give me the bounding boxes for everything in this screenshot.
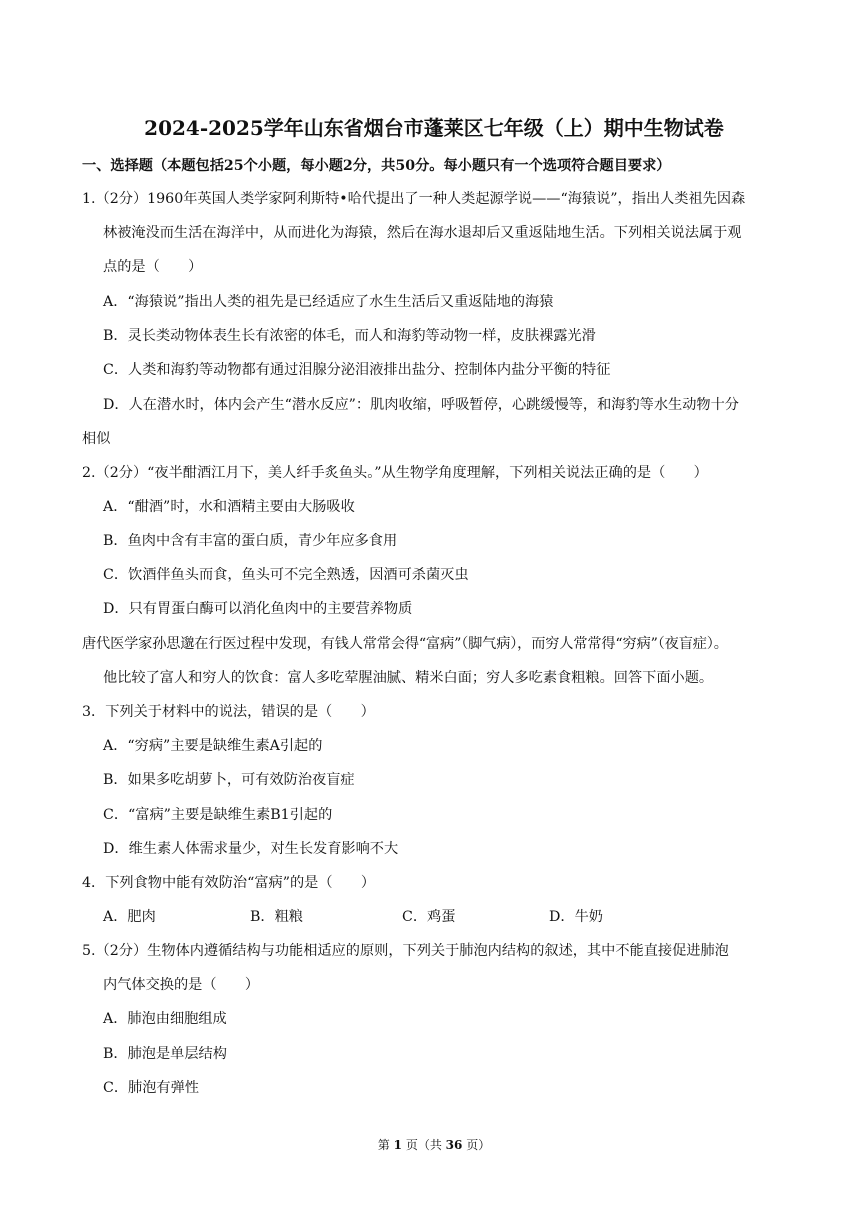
section-heading: 一、选择题（本题包括25个小题，每小题2分，共50分。每小题只有一个选项符合题目要求）	[82, 158, 671, 174]
q5-option-b: B．肺泡是单层结构	[103, 1046, 227, 1062]
q5-option-c: C．肺泡有弹性	[103, 1080, 199, 1096]
footer-total-pages: 36	[445, 1138, 463, 1152]
footer-middle: 页（共	[405, 1138, 442, 1152]
q5-option-a: A．肺泡由细胞组成	[103, 1011, 227, 1027]
q1-option-b: B．灵长类动物体表生长有浓密的体毛，而人和海豹等动物一样，皮肤裸露光滑	[103, 328, 596, 344]
q3-option-b: B．如果多吃胡萝卜，可有效防治夜盲症	[103, 772, 355, 788]
q1-option-d-line2: 相似	[82, 431, 111, 447]
q4-option-b: B．粗粮	[250, 909, 303, 925]
q1-option-c: C．人类和海豹等动物都有通过泪腺分泌泪液排出盐分、控制体内盐分平衡的特征	[103, 362, 611, 378]
q3-stem: 3．下列关于材料中的说法，错误的是（ ）	[82, 704, 375, 720]
q5-stem-line1: 5.（2分）生物体内遵循结构与功能相适应的原则，下列关于肺泡内结构的叙述，其中不能直接促进肺泡	[82, 943, 729, 959]
footer-prefix: 第	[377, 1138, 390, 1152]
q1-stem-line3: 点的是（ ）	[103, 259, 203, 275]
material-line1: 唐代医学家孙思邈在行医过程中发现，有钱人常常会得“富病”（脚气病），而穷人常常得“穷病”（夜盲症）。	[82, 636, 728, 652]
q3-option-a: A．“穷病”主要是缺维生素A引起的	[103, 738, 323, 754]
q1-option-d-line1: D．人在潜水时，体内会产生“潜水反应”：肌肉收缩，呼吸暂停，心跳缓慢等，和海豹等水生动物十分	[103, 397, 739, 413]
q2-option-b: B．鱼肉中含有丰富的蛋白质，青少年应多食用	[103, 533, 398, 549]
q1-stem-line2: 林被淹没而生活在海洋中，从而进化为海猿，然后在海水退却后又重返陆地生活。下列相关说法属于观	[103, 225, 742, 241]
q4-option-a: A．肥肉	[103, 909, 156, 925]
q2-option-c: C．饮酒伴鱼头而食，鱼头可不完全熟透，因酒可杀菌灭虫	[103, 567, 469, 583]
q2-option-d: D．只有胃蛋白酶可以消化鱼肉中的主要营养物质	[103, 601, 413, 617]
q5-stem-line2: 内气体交换的是（ ）	[103, 977, 260, 993]
q1-option-a: A．“海猿说”指出人类的祖先是已经适应了水生生活后又重返陆地的海猿	[103, 294, 554, 310]
q2-option-a: A．“酣酒”时，水和酒精主要由大肠吸收	[103, 499, 355, 515]
page-title: 2024-2025学年山东省烟台市蓬莱区七年级（上）期中生物试卷	[144, 116, 724, 140]
footer-page-number: 1	[393, 1138, 402, 1152]
q4-option-d: D．牛奶	[549, 909, 603, 925]
q1-stem-line1: 1.（2分）1960年英国人类学家阿利斯特•哈代提出了一种人类起源学说——“海猿说”，指出人类祖先因森	[82, 191, 746, 207]
q3-option-d: D．维生素人体需求量少，对生长发育影响不大	[103, 841, 399, 857]
footer-suffix: 页）	[466, 1138, 491, 1152]
q3-option-c: C．“富病”主要是缺维生素B1引起的	[103, 807, 333, 823]
page-footer	[0, 1136, 868, 1154]
q2-stem: 2.（2分）“夜半酣酒江月下，美人纤手炙鱼头。”从生物学角度理解，下列相关说法正确的是（ ）	[82, 465, 708, 481]
q4-stem: 4．下列食物中能有效防治“富病”的是（ ）	[82, 875, 376, 891]
material-line2: 他比较了富人和穷人的饮食：富人多吃荤腥油腻、精米白面；穷人多吃素食粗粮。回答下面小题。	[103, 670, 714, 686]
q4-option-c: C．鸡蛋	[402, 909, 456, 925]
